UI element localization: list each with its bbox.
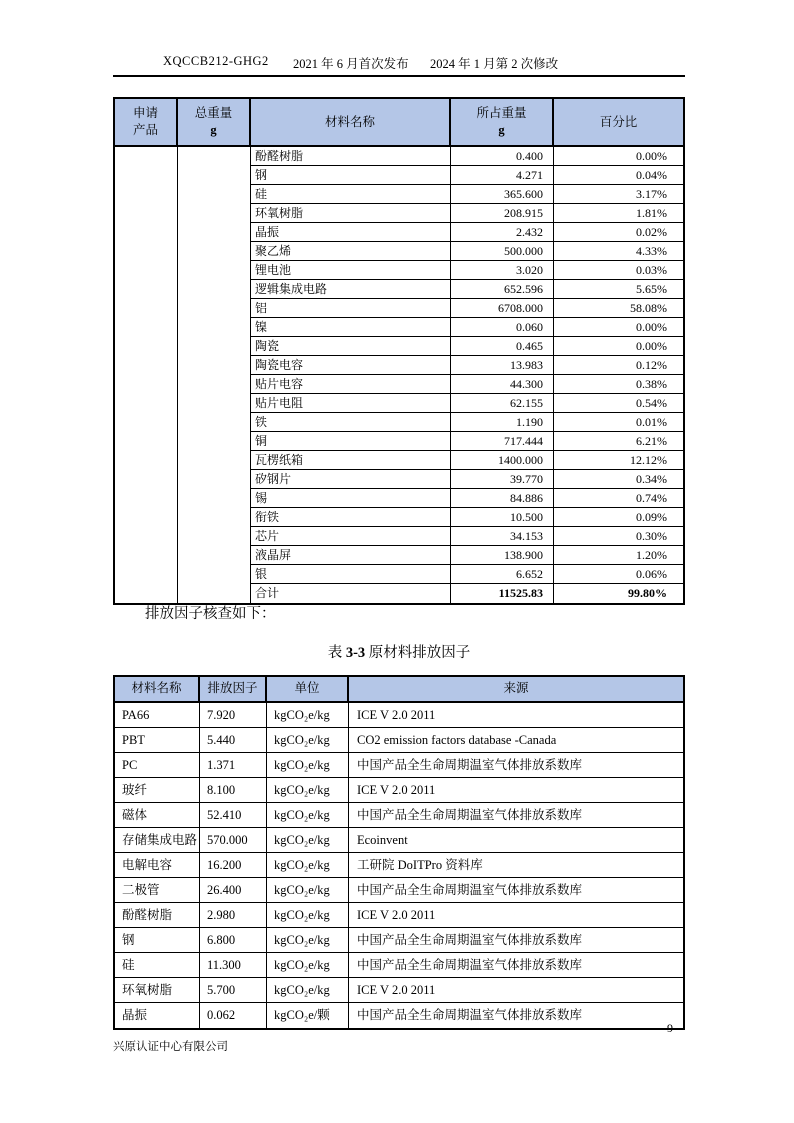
material-name-cell: 陶瓷电容 — [251, 356, 451, 374]
material-name-cell: 银 — [251, 565, 451, 583]
table-row — [251, 356, 683, 375]
materials-weight-table-body — [115, 147, 683, 603]
material-cell: 存储集成电路 — [115, 828, 200, 852]
header-material: 材料名称 — [115, 677, 200, 701]
footer-company: 兴原认证中心有限公司 — [113, 1041, 228, 1053]
table-row — [251, 242, 683, 261]
material-name-cell: 铝 — [251, 299, 451, 317]
table-row — [251, 166, 683, 185]
table-row — [251, 508, 683, 527]
unit-cell: kgCO₂e/kg — [267, 803, 349, 827]
total-row — [251, 584, 683, 603]
percent-cell: 0.02% — [636, 225, 667, 239]
percent-cell: 1.20% — [636, 548, 667, 562]
percent-cell: 0.54% — [636, 396, 667, 410]
factor-cell: 6.800 — [200, 928, 267, 952]
header-total-weight: 总重量 g — [178, 99, 251, 145]
material-name-cell: 铜 — [251, 432, 451, 450]
table-row — [251, 489, 683, 508]
weight-cell: 0.060 — [451, 318, 554, 336]
table-row — [115, 753, 683, 778]
unit-cell: kgCO₂e/kg — [267, 903, 349, 927]
material-name-cell: 锡 — [251, 489, 451, 507]
material-name-cell: 硅 — [251, 185, 451, 203]
unit-cell: kgCO₂e/kg — [267, 703, 349, 727]
table-row — [115, 853, 683, 878]
source-cell: ICE V 2.0 2011 — [357, 708, 436, 722]
material-name-cell: 钢 — [251, 166, 451, 184]
source-cell: Ecoinvent — [357, 833, 408, 847]
table-row — [251, 318, 683, 337]
weight-cell: 2.432 — [451, 223, 554, 241]
percent-cell: 4.33% — [636, 244, 667, 258]
material-name-cell: 芯片 — [251, 527, 451, 545]
emission-factors-table — [113, 675, 685, 1030]
weight-cell: 1.190 — [451, 413, 554, 431]
table-row — [115, 778, 683, 803]
weight-cell: 6708.000 — [451, 299, 554, 317]
unit-cell: kgCO₂e/kg — [267, 928, 349, 952]
source-cell: ICE V 2.0 2011 — [357, 983, 436, 997]
material-cell: PC — [115, 753, 200, 777]
material-name-cell: 酚醛树脂 — [251, 147, 451, 165]
unit-cell: kgCO₂e/颗 — [267, 1003, 349, 1028]
percent-cell: 0.12% — [636, 358, 667, 372]
percent-cell: 12.12% — [630, 453, 667, 467]
unit-cell: kgCO₂e/kg — [267, 828, 349, 852]
table-row — [251, 223, 683, 242]
weight-cell: 10.500 — [451, 508, 554, 526]
total-label-cell: 合计 — [251, 584, 451, 603]
total-weight-value-cell: 11525.83 — [451, 584, 554, 603]
table-row — [251, 546, 683, 565]
source-cell: ICE V 2.0 2011 — [357, 908, 436, 922]
percent-cell: 1.81% — [636, 206, 667, 220]
material-cell: 酚醛树脂 — [115, 903, 200, 927]
material-name-cell: 贴片电阻 — [251, 394, 451, 412]
table-row — [251, 337, 683, 356]
emission-factors-rows — [115, 703, 683, 1028]
table-row — [251, 470, 683, 489]
weight-cell: 84.886 — [451, 489, 554, 507]
material-name-cell: 瓦楞纸箱 — [251, 451, 451, 469]
table-row — [251, 204, 683, 223]
factor-cell: 0.062 — [200, 1003, 267, 1028]
weight-cell: 500.000 — [451, 242, 554, 260]
material-cell: 玻纤 — [115, 778, 200, 802]
table-row — [251, 527, 683, 546]
weight-cell: 62.155 — [451, 394, 554, 412]
material-cell: 环氧树脂 — [115, 978, 200, 1002]
material-name-cell: 锂电池 — [251, 261, 451, 279]
weight-cell: 717.444 — [451, 432, 554, 450]
percent-cell: 3.17% — [636, 187, 667, 201]
material-cell: 晶振 — [115, 1003, 200, 1028]
total-weight-cell-empty — [178, 147, 251, 603]
weight-cell: 208.915 — [451, 204, 554, 222]
material-name-cell: 陶瓷 — [251, 337, 451, 355]
factor-cell: 2.980 — [200, 903, 267, 927]
weight-cell: 0.465 — [451, 337, 554, 355]
weight-cell: 34.153 — [451, 527, 554, 545]
table-caption: 表 3-3 原材料排放因子 — [327, 645, 471, 661]
table-row — [251, 413, 683, 432]
factor-cell: 16.200 — [200, 853, 267, 877]
unit-cell: kgCO₂e/kg — [267, 728, 349, 752]
factor-cell: 26.400 — [200, 878, 267, 902]
weight-cell: 1400.000 — [451, 451, 554, 469]
table-row — [251, 280, 683, 299]
table-row — [115, 928, 683, 953]
material-cell: 二极管 — [115, 878, 200, 902]
table-row — [251, 432, 683, 451]
table-row — [251, 185, 683, 204]
table-row — [251, 299, 683, 318]
weight-cell: 138.900 — [451, 546, 554, 564]
material-name-cell: 液晶屏 — [251, 546, 451, 564]
materials-rows — [251, 147, 683, 584]
table-row — [115, 978, 683, 1003]
table-row — [115, 953, 683, 978]
material-name-cell: 聚乙烯 — [251, 242, 451, 260]
table-row — [115, 828, 683, 853]
source-cell: 工研院 DoITPro 资料库 — [357, 858, 483, 872]
unit-cell: kgCO₂e/kg — [267, 753, 349, 777]
table-row — [251, 375, 683, 394]
unit-cell: kgCO₂e/kg — [267, 978, 349, 1002]
material-name-cell: 矽钢片 — [251, 470, 451, 488]
factor-cell: 5.700 — [200, 978, 267, 1002]
emission-factors-table-header — [115, 677, 683, 703]
weight-cell: 0.400 — [451, 147, 554, 165]
percent-cell: 0.04% — [636, 168, 667, 182]
unit-cell: kgCO₂e/kg — [267, 953, 349, 977]
source-cell: 中国产品全生命周期温室气体排放系数库 — [357, 1008, 583, 1022]
percent-cell: 6.21% — [636, 434, 667, 448]
unit-cell: kgCO₂e/kg — [267, 853, 349, 877]
page-number: 9 — [667, 1021, 673, 1035]
header-applied-product: 申请 产品 — [115, 99, 178, 145]
table-row — [115, 878, 683, 903]
material-name-cell: 衔铁 — [251, 508, 451, 526]
percent-cell: 0.06% — [636, 567, 667, 581]
material-cell: PA66 — [115, 703, 200, 727]
material-cell: 磁体 — [115, 803, 200, 827]
table-row — [251, 394, 683, 413]
weight-cell: 44.300 — [451, 375, 554, 393]
material-name-cell: 镍 — [251, 318, 451, 336]
material-cell: 钢 — [115, 928, 200, 952]
weight-cell: 3.020 — [451, 261, 554, 279]
table-row — [115, 903, 683, 928]
percent-cell: 0.01% — [636, 415, 667, 429]
table-row — [115, 728, 683, 753]
material-name-cell: 环氧树脂 — [251, 204, 451, 222]
revision-date: 2024 年 1 月第 2 次修改 — [430, 57, 559, 71]
table-row — [115, 703, 683, 728]
running-head — [113, 50, 685, 77]
factor-cell: 7.920 — [200, 703, 267, 727]
percent-cell: 0.74% — [636, 491, 667, 505]
source-cell: 中国产品全生命周期温室气体排放系数库 — [357, 883, 583, 897]
factor-cell: 1.371 — [200, 753, 267, 777]
weight-cell: 13.983 — [451, 356, 554, 374]
table-row — [115, 1003, 683, 1028]
material-cell: 电解电容 — [115, 853, 200, 877]
source-cell: CO2 emission factors database -Canada — [357, 733, 557, 747]
header-source: 来源 — [503, 681, 529, 695]
material-name-cell: 贴片电容 — [251, 375, 451, 393]
source-cell: 中国产品全生命周期温室气体排放系数库 — [357, 933, 583, 947]
weight-cell: 365.600 — [451, 185, 554, 203]
weight-cell: 6.652 — [451, 565, 554, 583]
material-cell: PBT — [115, 728, 200, 752]
materials-weight-table-header — [115, 99, 683, 147]
header-unit: 单位 — [267, 677, 349, 701]
percent-cell: 0.30% — [636, 529, 667, 543]
source-cell: 中国产品全生命周期温室气体排放系数库 — [357, 808, 583, 822]
factor-cell: 52.410 — [200, 803, 267, 827]
percent-cell: 0.38% — [636, 377, 667, 391]
header-factor: 排放因子 — [200, 677, 267, 701]
factor-cell: 5.440 — [200, 728, 267, 752]
percent-cell: 0.00% — [636, 320, 667, 334]
unit-cell: kgCO₂e/kg — [267, 878, 349, 902]
source-cell: 中国产品全生命周期温室气体排放系数库 — [357, 758, 583, 772]
document-code: XQCCB212-GHG2 — [163, 54, 269, 68]
body-paragraph: 排放因子核查如下： — [145, 606, 276, 622]
table-row — [251, 451, 683, 470]
total-percent-cell: 99.80% — [628, 586, 667, 600]
percent-cell: 0.34% — [636, 472, 667, 486]
percent-cell: 58.08% — [630, 301, 667, 315]
weight-cell: 4.271 — [451, 166, 554, 184]
header-weight-share: 所占重量 g — [451, 99, 554, 145]
first-release-date: 2021 年 6 月首次发布 — [293, 57, 409, 71]
percent-cell: 0.00% — [636, 149, 667, 163]
table-row — [251, 147, 683, 166]
factor-cell: 11.300 — [200, 953, 267, 977]
material-name-cell: 晶振 — [251, 223, 451, 241]
table-row — [115, 803, 683, 828]
source-cell: ICE V 2.0 2011 — [357, 783, 436, 797]
material-name-cell: 逻辑集成电路 — [251, 280, 451, 298]
table-row — [251, 565, 683, 584]
unit-cell: kgCO₂e/kg — [267, 778, 349, 802]
source-cell: 中国产品全生命周期温室气体排放系数库 — [357, 958, 583, 972]
factor-cell: 8.100 — [200, 778, 267, 802]
percent-cell: 5.65% — [636, 282, 667, 296]
percent-cell: 0.03% — [636, 263, 667, 277]
material-name-cell: 铁 — [251, 413, 451, 431]
percent-cell: 0.09% — [636, 510, 667, 524]
header-material-name: 材料名称 — [251, 99, 451, 145]
applied-product-cell-empty — [115, 147, 178, 603]
table-row — [251, 261, 683, 280]
weight-cell: 652.596 — [451, 280, 554, 298]
material-cell: 硅 — [115, 953, 200, 977]
materials-weight-table — [113, 97, 685, 605]
factor-cell: 570.000 — [200, 828, 267, 852]
header-percentage: 百分比 — [599, 114, 638, 129]
percent-cell: 0.00% — [636, 339, 667, 353]
weight-cell: 39.770 — [451, 470, 554, 488]
